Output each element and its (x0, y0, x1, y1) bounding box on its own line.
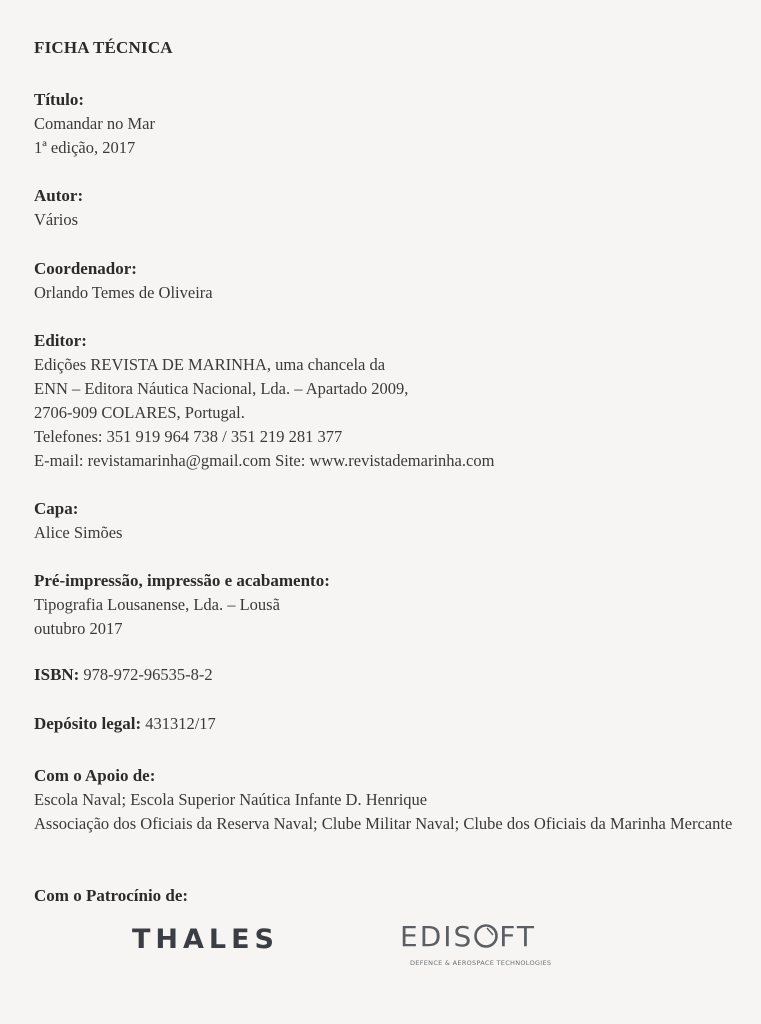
deposito-value: 431312/17 (145, 714, 216, 733)
section-autor (34, 184, 83, 232)
section-apoio (34, 764, 734, 836)
editor-label: Editor: (34, 331, 87, 350)
sponsor-logos (0, 920, 761, 1024)
edisoft-tagline: DEFENCE & AEROSPACE TECHNOLOGIES (410, 959, 552, 967)
section-deposito (34, 714, 216, 734)
impressao-line: Tipografia Lousanense, Lda. – Lousã (34, 595, 280, 614)
section-coordenador (34, 257, 213, 305)
editor-line: Telefones: 351 919 964 738 / 351 219 281 377 (34, 427, 343, 446)
section-editor (34, 329, 494, 473)
section-isbn (34, 665, 213, 685)
thales-logo: THALES (132, 924, 280, 955)
isbn-value: 978-972-96535-8-2 (83, 665, 213, 684)
autor-label: Autor: (34, 186, 84, 205)
isbn-label: ISBN: (34, 665, 80, 684)
deposito-label: Depósito legal: (34, 714, 142, 733)
capa-line: Alice Simões (34, 523, 123, 542)
editor-line: E-mail: revistamarinha@gmail.com Site: www.revistademarinha.com (34, 451, 495, 470)
titulo-line: Comandar no Mar (34, 114, 155, 133)
page-title: FICHA TÉCNICA (34, 38, 173, 57)
editor-line: ENN – Editora Náutica Nacional, Lda. – Apartado 2009, (34, 379, 409, 398)
coordenador-line: Orlando Temes de Oliveira (34, 283, 213, 302)
edisoft-wordmark (400, 920, 551, 953)
edisoft-name-left: EDIS (400, 920, 474, 953)
editor-line: 2706-909 COLARES, Portugal. (34, 403, 245, 422)
edisoft-name-right: FT (499, 920, 537, 953)
titulo-line: 1ª edição, 2017 (34, 138, 136, 157)
edisoft-logo (400, 920, 551, 967)
edisoft-o-icon (473, 923, 499, 949)
section-titulo (34, 88, 155, 160)
coordenador-label: Coordenador: (34, 259, 137, 278)
impressao-label: Pré-impressão, impressão e acabamento: (34, 571, 330, 590)
section-capa (34, 497, 122, 545)
apoio-line: Associação dos Oficiais da Reserva Naval; Clube Militar Naval; Clube dos Oficiais da Marinha Mercante (34, 814, 733, 833)
section-patrocinio (34, 884, 188, 908)
apoio-line: Escola Naval; Escola Superior Naútica Infante D. Henrique (34, 790, 428, 809)
section-impressao (34, 569, 330, 641)
autor-line: Vários (34, 210, 78, 229)
patrocinio-label: Com o Patrocínio de: (34, 886, 189, 905)
impressao-line: outubro 2017 (34, 619, 123, 638)
apoio-label: Com o Apoio de: (34, 766, 156, 785)
editor-line: Edições REVISTA DE MARINHA, uma chancela da (34, 355, 386, 374)
titulo-label: Título: (34, 90, 85, 109)
capa-label: Capa: (34, 499, 79, 518)
